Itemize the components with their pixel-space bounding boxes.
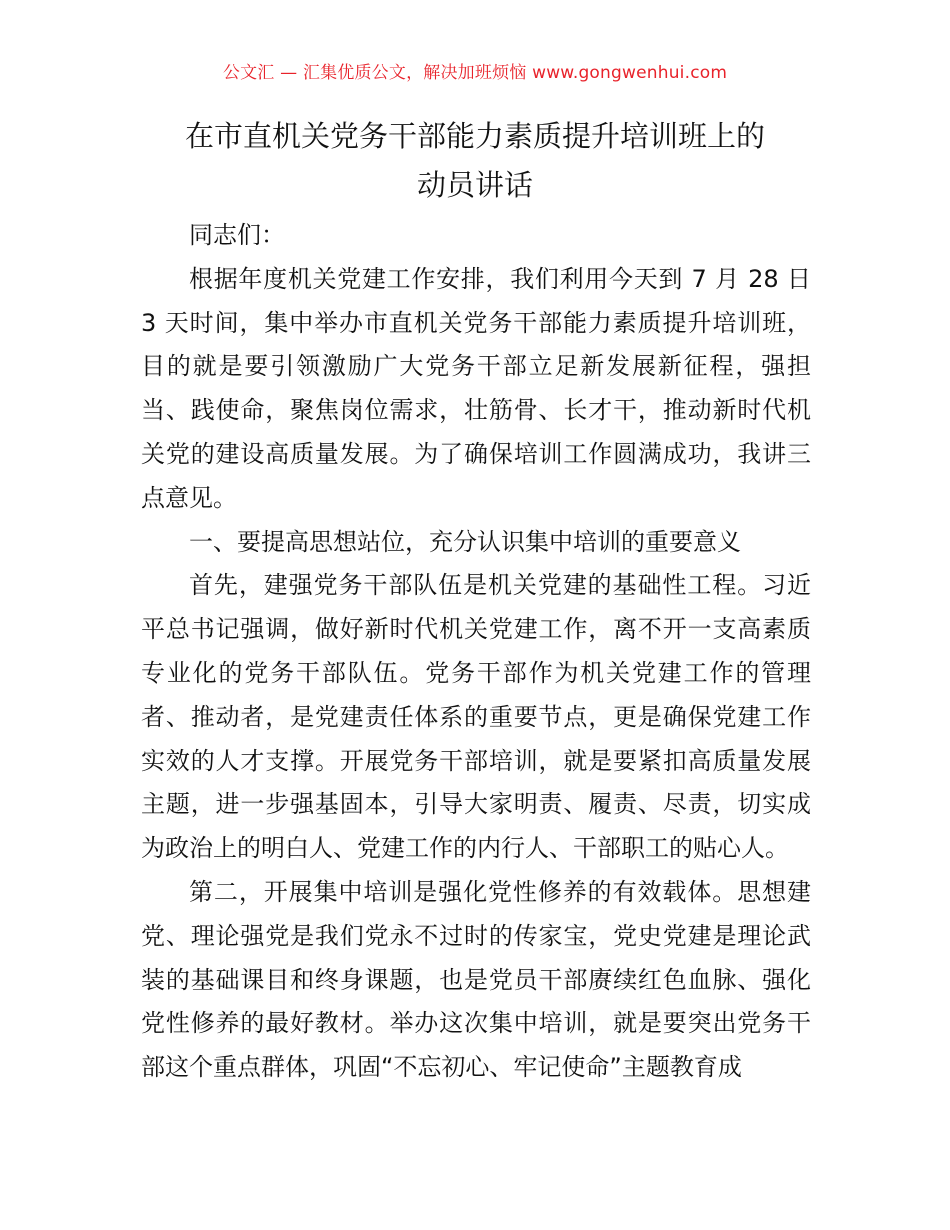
site-banner: 公文汇 — 汇集优质公文，解决加班烦恼 www.gongwenhui.com bbox=[222, 63, 728, 83]
title-line-2: 动员讲话 bbox=[416, 168, 533, 202]
section-heading-1: 一、要提高思想站位，充分认识集中培训的重要意义 bbox=[189, 527, 741, 556]
document-body bbox=[141, 214, 811, 1090]
paragraph-intro: 根据年度机关党建工作安排，我们利用今天到 7 月 28 日 3 天时间，集中举办市直机关党务干部能力素质提升培训班，目的就是要引领激励广大党务干部立足新发展新征程，强担当、践使命，聚焦岗位需求，壮筋骨、长才干，推动新时代机关党的建设高质量发展。为了确保培训工作圆满成功，我讲三点意见。 bbox=[141, 264, 811, 512]
paragraph-first: 首先，建强党务干部队伍是机关党建的基础性工程。习近平总书记强调，做好新时代机关党建工作，离不开一支高素质专业化的党务干部队伍。党务干部作为机关党建工作的管理者、推动者，是党建责任体系的重要节点，更是确保党建工作实效的人才支撑。开展党务干部培训，就是要紧扣高质量发展主题，进一步强基固本，引导大家明责、履责、尽责，切实成为政治上的明白人、党建工作的内行人、干部职工的贴心人。 bbox=[141, 571, 811, 863]
document-title bbox=[60, 112, 890, 210]
salutation: 同志们： bbox=[189, 221, 285, 249]
paragraph-second: 第二，开展集中培训是强化党性修养的有效载体。思想建党、理论强党是我们党永不过时的传家宝，党史党建是理论武装的基础课目和终身课题，也是党员干部赓续红色血脉、强化党性修养的最好教材。举办这次集中培训，就是要突出党务干部这个重点群体，巩固“不忘初心、牢记使命”主题教育成 bbox=[141, 877, 811, 1082]
title-line-1: 在市直机关党务干部能力素质提升培训班上的 bbox=[184, 119, 765, 153]
